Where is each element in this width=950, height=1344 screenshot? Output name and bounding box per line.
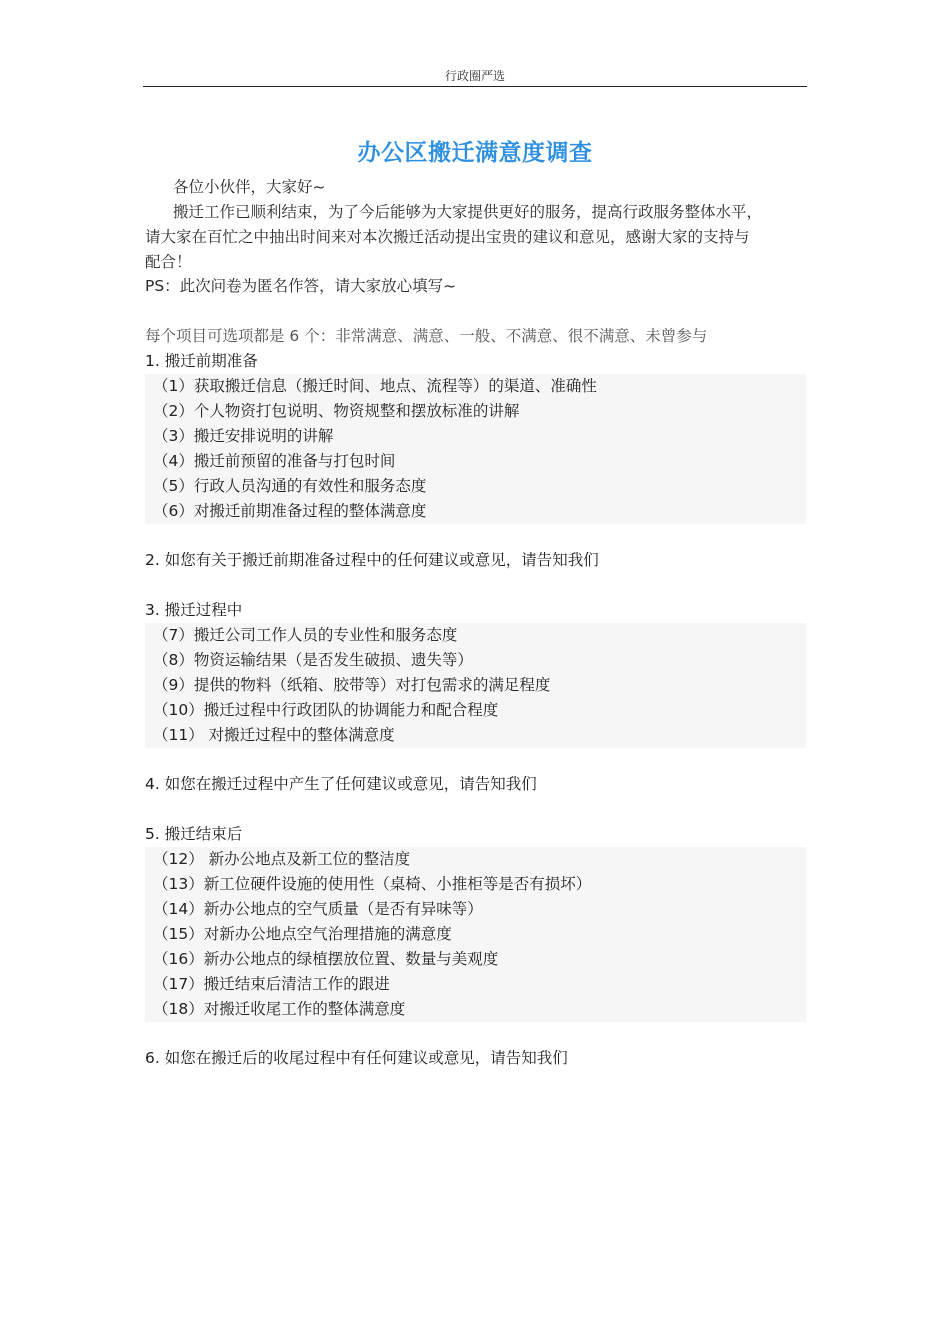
survey-item: （13）新工位硬件设施的使用性（桌椅、小推柜等是否有损坏） [153,875,592,893]
intro-line-2: 请大家在百忙之中抽出时间来对本次搬迁活动提出宝贵的建议和意见，感谢大家的支持与 [145,228,750,246]
intro-greeting: 各位小伙伴，大家好~ [173,178,326,196]
survey-item: （15）对新办公地点空气治理措施的满意度 [153,925,452,943]
survey-item: （16）新办公地点的绿植摆放位置、数量与美观度 [153,950,499,968]
survey-item: （6）对搬迁前期准备过程的整体满意度 [153,502,427,520]
page-header: 行政圈严选 [444,69,505,83]
section-2-title: 2. 如您有关于搬迁前期准备过程中的任何建议或意见，请告知我们 [145,551,599,569]
section-5-items [145,847,806,1022]
section-3-title: 3. 搬迁过程中 [145,601,243,619]
survey-item: （10）搬迁过程中行政团队的协调能力和配合程度 [153,701,499,719]
survey-item: （7）搬迁公司工作人员的专业性和服务态度 [153,626,458,644]
section-3-items [145,623,806,748]
section-6-title: 6. 如您在搬迁后的收尾过程中有任何建议或意见，请告知我们 [145,1049,568,1067]
options-note: 每个项目可选项都是 6 个：非常满意、满意、一般、不满意、很不满意、未曾参与 [145,327,708,345]
survey-item: （8）物资运输结果（是否发生破损、遗失等） [153,651,473,669]
header-divider [143,86,807,87]
survey-item: （9）提供的物料（纸箱、胶带等）对打包需求的满足程度 [153,676,551,694]
section-1-title: 1. 搬迁前期准备 [145,352,258,370]
survey-item: （3）搬迁安排说明的讲解 [153,427,334,445]
survey-item: （5）行政人员沟通的有效性和服务态度 [153,477,427,495]
section-1-items [145,374,806,524]
intro-ps: PS：此次问卷为匿名作答，请大家放心填写~ [145,277,457,295]
survey-item: （1）获取搬迁信息（搬迁时间、地点、流程等）的渠道、准确性 [153,377,597,395]
survey-item: （17）搬迁结束后清洁工作的跟进 [153,975,390,993]
section-5-title: 5. 搬迁结束后 [145,825,243,843]
survey-item: （11） 对搬迁过程中的整体满意度 [153,726,395,744]
section-4-title: 4. 如您在搬迁过程中产生了任何建议或意见，请告知我们 [145,775,537,793]
survey-item: （4）搬迁前预留的准备与打包时间 [153,452,396,470]
intro-line-3: 配合！ [145,253,192,271]
intro-line-1: 搬迁工作已顺利结束，为了今后能够为大家提供更好的服务，提高行政服务整体水平， [173,203,763,221]
survey-item: （18）对搬迁收尾工作的整体满意度 [153,1000,406,1018]
survey-item: （12） 新办公地点及新工位的整洁度 [153,850,411,868]
survey-item: （2）个人物资打包说明、物资规整和摆放标准的讲解 [153,402,520,420]
survey-item: （14）新办公地点的空气质量（是否有异味等） [153,900,483,918]
document-title: 办公区搬迁满意度调查 [357,140,593,166]
